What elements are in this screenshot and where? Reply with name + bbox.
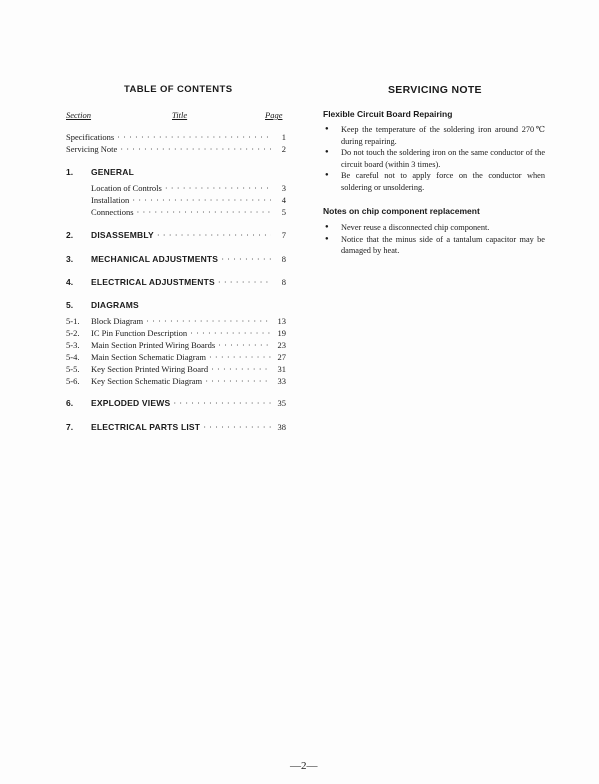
toc-entry-5-4: 5-4. Main Section Schematic Diagram · · · 27 [66, 351, 286, 363]
chip-replacement-list [323, 222, 545, 257]
list-item: ● Keep the temperature of the soldering iron around 270℃ during repairing. [323, 124, 545, 147]
toc-entry-servicing-note: Servicing Note · · · 2 [66, 143, 286, 155]
list-item: ● Be careful not to apply force on the conductor when soldering or unsoldering. [323, 170, 545, 193]
list-item: ● Never reuse a disconnected chip component. [323, 222, 545, 234]
flex-board-heading: Flexible Circuit Board Repairing [323, 109, 453, 119]
toc-entry-5-5: 5-5. Key Section Printed Wiring Board · · · 31 [66, 363, 286, 375]
flex-board-list [323, 124, 545, 193]
toc-entry-5-2: 5-2. IC Pin Function Description · · · 19 [66, 327, 286, 339]
toc-entry-5-6: 5-6. Key Section Schematic Diagram · · · 33 [66, 375, 286, 387]
servicing-heading: SERVICING NOTE [388, 84, 482, 96]
list-item: ● Notice that the minus side of a tantalum capacitor may be damaged by heat. [323, 234, 545, 257]
toc-section-electrical-parts-list: 7. ELECTRICAL PARTS LIST · · · 38 [66, 421, 286, 433]
page-number: —2— [290, 760, 318, 772]
toc-entry-location-of-controls: Location of Controls · · · 3 [66, 182, 286, 194]
chip-replacement-heading: Notes on chip component replacement [323, 206, 480, 216]
toc-heading: TABLE OF CONTENTS [124, 84, 233, 95]
toc-section-disassembly: 2. DISASSEMBLY · · · 7 [66, 229, 286, 241]
toc-section-mechanical-adjustments: 3. MECHANICAL ADJUSTMENTS · · · 8 [66, 253, 286, 265]
toc-col-title: Title [172, 110, 188, 120]
toc-col-page: Page [265, 110, 283, 120]
toc-section-general: 1. GENERAL [66, 167, 134, 177]
toc-entry-connections: Connections · · · 5 [66, 206, 286, 218]
toc-section-electrical-adjustments: 4. ELECTRICAL ADJUSTMENTS · · · 8 [66, 276, 286, 288]
toc-entry-5-1: 5-1. Block Diagram · · · 13 [66, 315, 286, 327]
toc-entry-specifications: Specifications · · · 1 [66, 131, 286, 143]
toc-section-diagrams: 5. DIAGRAMS [66, 300, 139, 310]
toc-section-exploded-views: 6. EXPLODED VIEWS · · · 35 [66, 397, 286, 409]
toc-col-section: Section [66, 110, 92, 120]
list-item: ● Do not touch the soldering iron on the same conductor of the circuit board (within 3 times). [323, 147, 545, 170]
toc-entry-5-3: 5-3. Main Section Printed Wiring Boards · · · 23 [66, 339, 286, 351]
toc-entry-installation: Installation · · · 4 [66, 194, 286, 206]
